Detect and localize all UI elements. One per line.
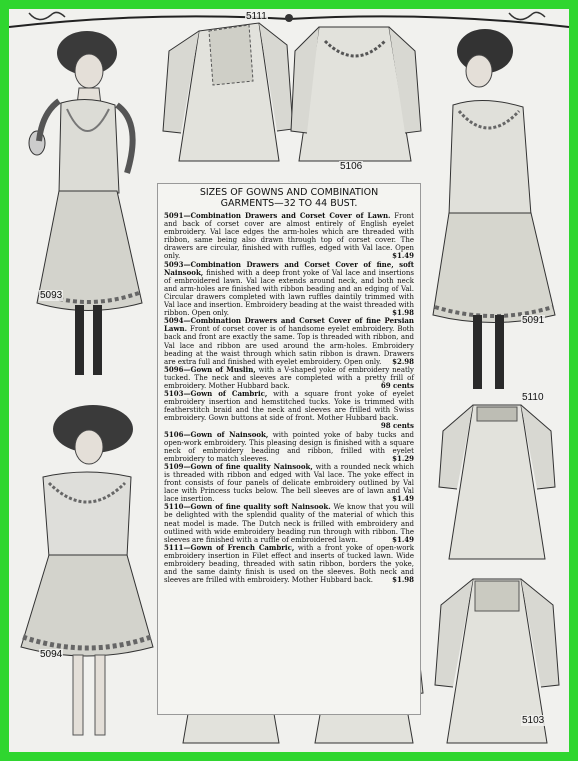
catalog-page [9, 9, 569, 752]
item-entry-5106 [164, 431, 414, 463]
item-price: 98 cents [380, 421, 414, 431]
item-code: 5094— [164, 316, 191, 326]
item-code: 5096— [164, 364, 191, 374]
item-description: finished with a deep front yoke of Val lace and insertions of embroidered lawn. Val lace extends around neck, and both neck and arm-holes are finished with ribbon beading and an edging of Val. Circular drawers completed with lawn ruffles daintily trimmed with Val lace and insertion. Embroidery beading at the waist threaded with ribbon. Open only. [164, 268, 414, 318]
item-description: with a V-shaped yoke of embroidery neatly tucked. The neck and sleeves are completed with a pretty frill of embroidery. Mother Hubbard back. [164, 365, 414, 390]
woman-illustration-icon [423, 15, 563, 399]
figure-number-5106: 5106 [340, 161, 363, 172]
item-code: 5103— [164, 389, 191, 399]
item-name: Combination Drawers and Corset Cover of Lawn. [190, 211, 391, 220]
gown-illustration-icon [433, 391, 561, 565]
woman-illustration-icon [17, 13, 155, 385]
item-name: Combination Drawers and Corset Cover of fine, soft Nainsook, [164, 259, 414, 277]
item-entry-5096 [164, 366, 414, 390]
item-code: 5093— [164, 259, 191, 269]
item-code: 5111— [164, 542, 191, 552]
heading-line-2: GARMENTS—32 TO 44 BUST. [220, 198, 358, 209]
item-name: Gown of fine quality soft Nainsook. [190, 502, 331, 512]
figure-5110-gown [433, 391, 561, 565]
figure-5111-gown-pair [159, 11, 427, 183]
item-entry-5109 [164, 463, 414, 503]
item-entry-5110 [164, 503, 414, 543]
item-entry-5093 [164, 261, 414, 318]
item-description: with a rounded neck which is threaded with ribbon and edged with Val lace. The yoke effect in front consists of four panels of delicate embroidery outlined by Val lace with Princess tucks below. The bell sleeves are of lawn and Val lace insertion. [164, 462, 414, 504]
item-name: Gown of French Cambric, [190, 542, 295, 552]
item-name: Gown of Cambric, [190, 389, 268, 399]
gown-illustration-icon [159, 11, 427, 183]
item-entry-5094 [164, 317, 414, 366]
item-description: Front of corset cover is of handsome eyelet embroidery. Both back and front are exactly the same. Top is threaded with ribbon, and Val lace and ribbon are used around the arm-holes. Embroidery beading at the waist through which satin ribbon is drawn. Drawers are extra full and finished with eyelet embroidery. Open only. [164, 325, 415, 366]
item-code: 5109— [164, 461, 191, 471]
item-price: $1.29 [392, 453, 414, 463]
figure-5094-woman-combination [15, 397, 159, 747]
item-description: We know that you will be delighted with the splendid quality of the material of which this neat model is made. The Dutch neck is frilled with embroidery and outlined with wide embroidery beading run through with ribbon. The sleeves are finished with a ruffle of embroidered lawn. [164, 503, 414, 544]
figure-5091-woman-combination [423, 15, 563, 399]
item-description: Front and back of corset cover are almost entirely of English eyelet embroidery. Val lace edges the arm-holes which are threaded with ribbon, same being also drawn through top of corset cover. The drawers are circular, finished with ruffles, edged with Val lace. Open only. [164, 212, 414, 261]
item-entry-5091 [164, 212, 414, 261]
figure-number-5094: 5094 [40, 649, 63, 660]
item-price: $1.49 [392, 494, 414, 504]
item-code: 5091— [164, 211, 191, 220]
description-panel [157, 183, 421, 715]
item-description: with a front yoke of open-work embroidery insertion in Filet effect and inserts of tucked lawn. Wide embroidery beading, threaded with satin ribbon, borders the yoke, and the same dainty finish is used on the sleeves. Both neck and sleeves are frilled with embroidery. Mother Hubbard back. [164, 543, 414, 585]
heading-line-1: SIZES OF GOWNS AND COMBINATION [199, 187, 379, 198]
figure-5093-woman-combination [17, 13, 155, 385]
figure-number-5111: 5111 [246, 11, 267, 22]
item-entry-5111 [164, 544, 414, 584]
woman-illustration-icon [15, 397, 159, 747]
item-price: $1.98 [392, 308, 414, 318]
item-description: with pointed yoke of baby tucks and open-work embroidery. This pleasing design is finished with a square neck of embroidery beading and ribbon, frilled with eyelet embroidery to match sleeves. [164, 430, 414, 463]
figure-number-5103: 5103 [522, 715, 545, 726]
item-name: Gown of Muslin, [190, 364, 256, 374]
item-code: 5110— [164, 502, 191, 512]
item-name: Gown of fine quality Nainsook, [190, 461, 313, 471]
item-price: $2.98 [392, 356, 414, 366]
page-heading [164, 187, 414, 209]
item-price: 69 cents [380, 380, 414, 390]
item-entry-5103 [164, 390, 414, 430]
figure-number-5091: 5091 [522, 315, 545, 326]
figure-number-5093: 5093 [40, 290, 63, 301]
item-price: $1.49 [392, 534, 414, 544]
figure-number-5110: 5110 [522, 392, 544, 403]
item-name: Gown of Nainsook, [190, 429, 269, 439]
item-price: $1.49 [392, 251, 414, 261]
item-code: 5106— [164, 429, 191, 439]
item-name: Combination Drawers and Corset Cover of fine Persian Lawn. [164, 316, 414, 334]
item-price: $1.98 [392, 575, 414, 585]
item-description: with a square front yoke of eyelet embroidery insertion and hemstitched tucks. Yoke is trimmed with featherstitch braid and the neck and sleeves are frilled with Swiss embroidery. Gown buttons at side of front. Mother Hubbard back. [164, 390, 414, 423]
